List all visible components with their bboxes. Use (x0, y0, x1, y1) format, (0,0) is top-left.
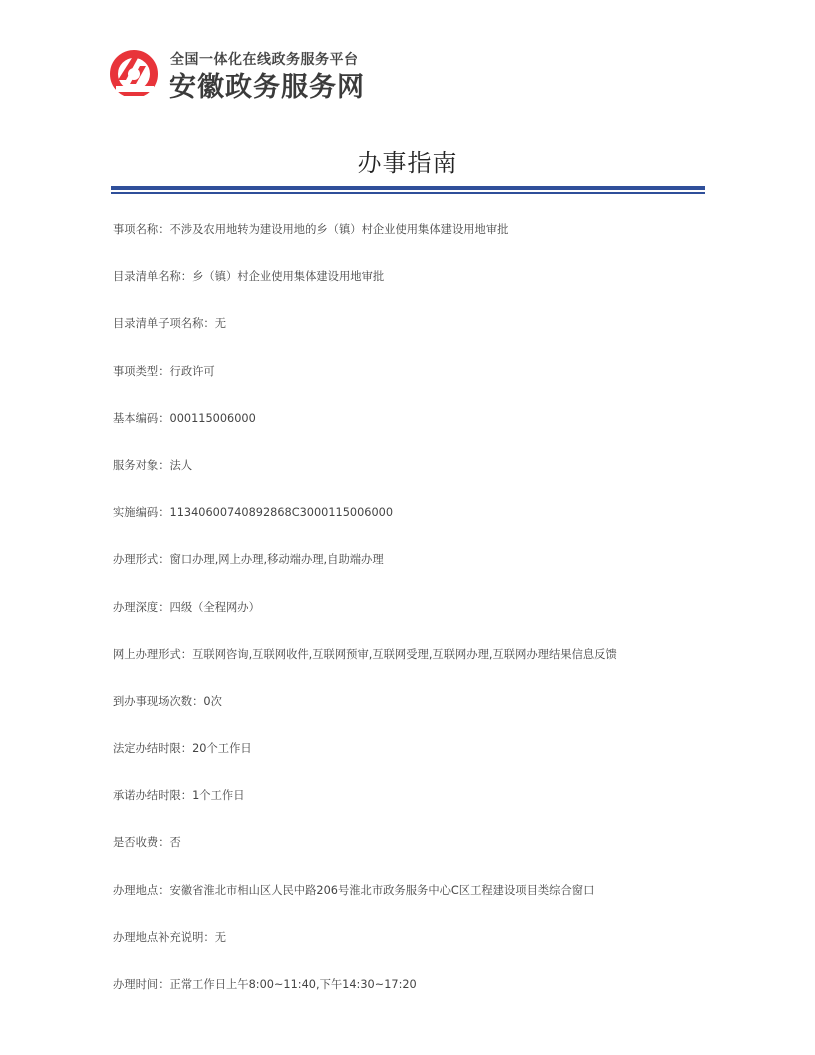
divider-thick-line (111, 186, 705, 190)
logo-subtitle: 全国一体化在线政务服务平台 (170, 52, 359, 68)
field-label: 事项类型 ： (113, 365, 170, 378)
field-value: 1个工作日 (192, 789, 245, 803)
field-label: 承诺办结时限 ： (113, 789, 192, 802)
field-value: 否 (169, 836, 181, 850)
field-value: 四级（全程网办） (169, 600, 260, 614)
field-value: 无 (214, 930, 227, 944)
field-handling-form (113, 551, 713, 598)
field-value: 11340600740892868C3000115006000 (169, 506, 394, 520)
anhui-government-logo-icon (110, 50, 160, 96)
field-item-type (113, 363, 713, 410)
field-label: 办理形式 ： (113, 553, 170, 566)
field-location-note (113, 929, 713, 976)
field-label: 办理地点 ： (113, 884, 170, 897)
field-value: 0次 (203, 694, 222, 708)
field-value: 正常工作日上午8:00~11:40,下午14:30~17:20 (169, 978, 417, 991)
title-divider (111, 186, 705, 194)
field-value: 窗口办理,网上办理,移动端办理,自助端办理 (169, 553, 384, 567)
field-label: 目录清单名称 ： (113, 270, 192, 283)
field-catalog-subitem (113, 315, 713, 362)
field-value: 安徽省淮北市相山区人民中路206号淮北市政务服务中心C区工程建设项目类综合窗口 (169, 883, 595, 897)
field-label: 到办事现场次数 ： (113, 695, 203, 708)
site-logo[interactable] (110, 46, 370, 103)
field-value: 20个工作日 (192, 742, 252, 756)
field-handling-location (113, 882, 713, 929)
field-label: 基本编码 ： (113, 412, 170, 425)
field-label: 目录清单子项名称 ： (113, 317, 215, 330)
guide-field-list (113, 221, 713, 1023)
field-fee-charged (113, 834, 713, 881)
field-value: 行政许可 (169, 364, 215, 378)
field-catalog-name (113, 268, 713, 315)
field-value: 无 (214, 317, 227, 331)
logo-title: 安徽政务服务网 (169, 72, 365, 103)
field-label: 办理时间 ： (113, 978, 170, 991)
field-handling-hours (113, 976, 713, 1023)
field-handling-depth (113, 599, 713, 646)
field-label: 法定办结时限 ： (113, 742, 192, 755)
field-label: 服务对象 ： (113, 459, 170, 472)
field-label: 实施编码 ： (113, 506, 170, 519)
field-basic-code (113, 410, 713, 457)
field-value: 不涉及农用地转为建设用地的乡（镇）村企业使用集体建设用地审批 (169, 223, 509, 236)
field-legal-time-limit (113, 740, 713, 787)
field-label: 办理地点补充说明 ： (113, 931, 215, 944)
field-onsite-visits (113, 693, 713, 740)
field-service-target (113, 457, 713, 504)
field-promised-time-limit (113, 787, 713, 834)
field-label: 事项名称 ： (113, 223, 170, 236)
field-value: 法人 (169, 458, 193, 472)
field-label: 办理深度 ： (113, 601, 170, 614)
page-title: 办事指南 (357, 149, 458, 177)
divider-thin-line (111, 192, 705, 194)
field-label: 网上办理形式 ： (113, 648, 192, 661)
field-value: 乡（镇）村企业使用集体建设用地审批 (192, 270, 385, 284)
field-value: 互联网咨询,互联网收件,互联网预审,互联网受理,互联网办理,互联网办理结果信息反馈 (192, 647, 617, 661)
field-implementation-code (113, 504, 713, 551)
field-online-handling-form (113, 646, 713, 693)
field-label: 是否收费 ： (113, 836, 170, 849)
field-item-name (113, 221, 713, 268)
field-value: 000115006000 (169, 411, 256, 425)
